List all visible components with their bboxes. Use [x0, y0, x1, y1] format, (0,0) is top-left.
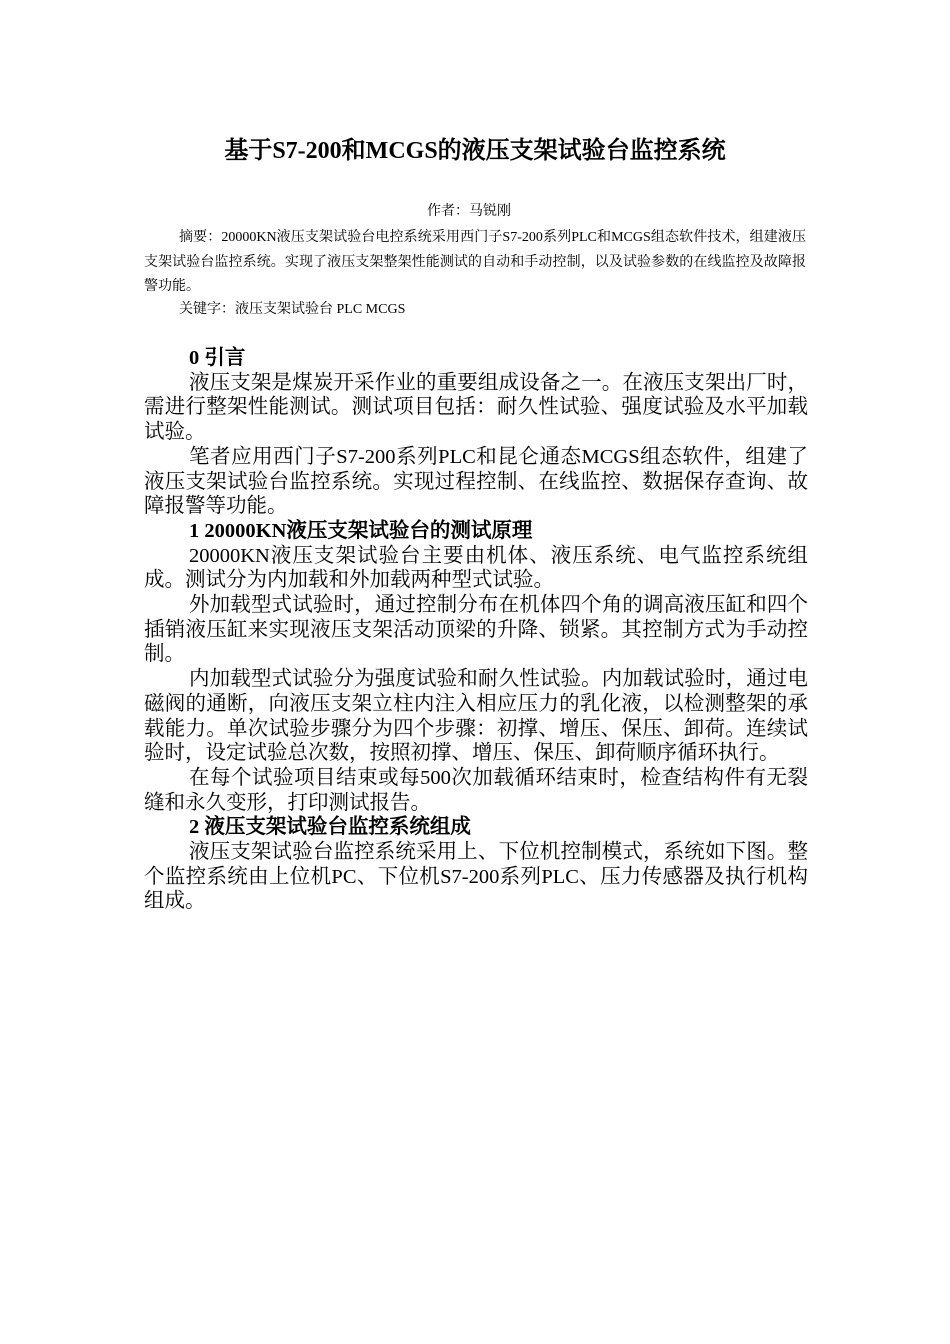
abstract-text: 摘要：20000KN液压支架试验台电控系统采用西门子S7-200系列PLC和MCGS组态软件技术，组建液压支架试验台监控系统。实现了液压支架整架性能测试的自动和手动控制，以及试验参数的在线监控及故障报警功能。: [144, 230, 806, 294]
document-title: 基于S7-200和MCGS的液压支架试验台监控系统: [224, 138, 726, 164]
paragraph: 内加载型式试验分为强度试验和耐久性试验。内加载试验时，通过电磁阀的通断，向液压支架立柱内注入相应压力的乳化液，以检测整架的承载能力。单次试验步骤分为四个步骤：初撑、增压、保压、卸荷。连续试验时，设定试验总次数，按照初撑、增压、保压、卸荷顺序循环执行。: [144, 668, 808, 765]
abstract-block: [144, 226, 806, 300]
paragraph: 液压支架是煤炭开采作业的重要组成设备之一。在液压支架出厂时，需进行整架性能测试。测试项目包括：耐久性试验、强度试验及水平加载试验。: [144, 371, 808, 444]
paragraph: 笔者应用西门子S7-200系列PLC和昆仑通态MCGS组态软件，组建了液压支架试验台监控系统。实现过程控制、在线监控、数据保存查询、故障报警等功能。: [144, 445, 808, 518]
paragraph: 外加载型式试验时，通过控制分布在机体四个角的调高液压缸和四个插销液压缸来实现液压支架活动顶梁的升降、锁紧。其控制方式为手动控制。: [144, 594, 808, 666]
body-text: [144, 346, 808, 914]
author-line: 作者：马锐刚: [427, 204, 511, 219]
paragraph: 液压支架试验台监控系统采用上、下位机控制模式，系统如下图。整个监控系统由上位机PC、下位机S7-200系列PLC、压力传感器及执行机构组成。: [144, 841, 808, 913]
section-heading: 0 引言: [189, 347, 246, 369]
keywords-line: 关键字：液压支架试验台 PLC MCGS: [179, 302, 406, 317]
section-heading: 2 液压支架试验台监控系统组成: [189, 816, 471, 839]
paragraph: 20000KN液压支架试验台主要由机体、液压系统、电气监控系统组成。测试分为内加载和外加载两种型式试验。: [144, 544, 808, 592]
section-heading: 1 20000KN液压支架试验台的测试原理: [189, 519, 533, 542]
paragraph: 在每个试验项目结束或每500次加载循环结束时，检查结构件有无裂缝和永久变形，打印测试报告。: [144, 766, 808, 814]
